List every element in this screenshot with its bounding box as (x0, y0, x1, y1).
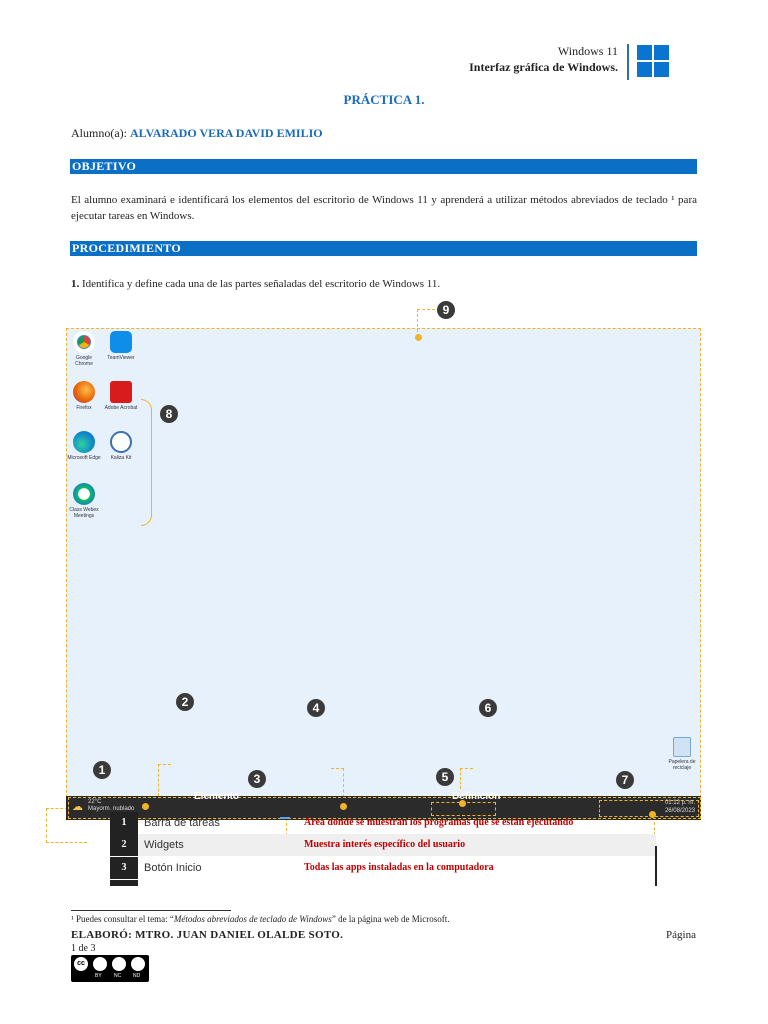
table-row (110, 857, 656, 879)
nc-icon (112, 957, 126, 971)
row-number: 2 (110, 834, 138, 856)
cc-icon: cc (74, 957, 88, 971)
student-label: Alumno(a): (71, 126, 127, 140)
badge-4: 4 (307, 699, 325, 717)
badge-5: 5 (436, 768, 454, 786)
page-label: Página (666, 929, 696, 941)
by-icon (93, 957, 107, 971)
table-header (138, 790, 656, 806)
header-divider (627, 44, 629, 80)
firefox-icon: Firefox (67, 381, 101, 411)
table-bottom-cell (110, 880, 138, 886)
table-right-border (655, 846, 657, 886)
section-procedimiento: PROCEDIMIENTO (70, 241, 697, 256)
kaliza-kit-icon: Kaliza Kit (104, 431, 138, 461)
row-element: Widgets (144, 839, 184, 851)
windows-logo-icon (637, 45, 669, 77)
leader-6 (460, 768, 473, 789)
badge-3: 3 (248, 770, 266, 788)
table-row (110, 834, 656, 856)
author-line: ELABORÓ: MTRO. JUAN DANIEL OLALDE SOTO. (71, 929, 344, 941)
header-topic: Interfaz gráfica de Windows. (469, 60, 618, 74)
license-nc: NC (114, 973, 122, 979)
header-elemento: Elemento (194, 791, 240, 802)
page-title: PRÁCTICA 1. (343, 92, 425, 107)
creative-commons-badge (71, 955, 149, 982)
footnote-separator (71, 910, 231, 911)
nd-icon (131, 957, 145, 971)
badge-7: 7 (616, 771, 634, 789)
desktop-screenshot (66, 328, 701, 818)
edge-icon: Microsoft Edge (67, 431, 101, 461)
row-definition: Todas las apps instaladas en la computadora (304, 862, 494, 873)
badge-6: 6 (479, 699, 497, 717)
row-definition: Área donde se muestran los programas que se están ejecutando (304, 817, 574, 828)
badge-9: 9 (437, 301, 455, 319)
chrome-icon: Google Chrome (67, 331, 101, 367)
leader-9b (417, 309, 418, 337)
page-number: 1 de 3 (71, 943, 96, 954)
table-row (110, 812, 656, 834)
acrobat-icon: Adobe Acrobat (104, 381, 138, 411)
leader-9 (417, 309, 435, 310)
row-number: 1 (110, 812, 138, 834)
badge-8: 8 (160, 405, 178, 423)
badge-2: 2 (176, 693, 194, 711)
header-definicion: Definición (452, 791, 501, 802)
webex-icon: Class Webex Meetings (67, 483, 101, 519)
license-nd: ND (133, 973, 141, 979)
row-element: Barra de tareas (144, 817, 220, 829)
objetivo-text: El alumno examinará e identificará los elementos del escritorio de Windows 11 y aprenderá a utilizar métodos abreviados de teclado ¹ para ejecutar tareas en Windows. (71, 194, 697, 222)
section-objetivo: OBJETIVO (70, 159, 697, 174)
step-1 (71, 276, 697, 292)
license-by: BY (95, 973, 102, 979)
weather-icon: ☁ (72, 801, 83, 813)
row-number: 3 (110, 857, 138, 879)
header-course: Windows 11 (557, 44, 618, 58)
badge-1: 1 (93, 761, 111, 779)
row-definition: Muestra interés específico del usuario (304, 839, 466, 850)
student-name: ALVARADO VERA DAVID EMILIO (130, 126, 323, 140)
footnote: ¹ Puedes consultar el tema: “Métodos abreviados de teclado de Windows” de la página web de Microsoft. (71, 914, 450, 924)
step-number: 1. (71, 278, 80, 290)
icons-brace (141, 399, 152, 526)
teamviewer-icon: TeamViewer (104, 331, 138, 361)
weather-widget: 22°C Mayorm. nublado (88, 799, 135, 812)
step-text: Identifica y define cada una de las partes señaladas del escritorio de Windows 11. (82, 278, 441, 290)
clock: 01:12 p. m. 26/08/2023 (664, 800, 695, 814)
row-element: Botón Inicio (144, 862, 202, 874)
student-line (71, 126, 323, 141)
recycle-bin-icon: Papelera de reciclaje (664, 737, 700, 771)
